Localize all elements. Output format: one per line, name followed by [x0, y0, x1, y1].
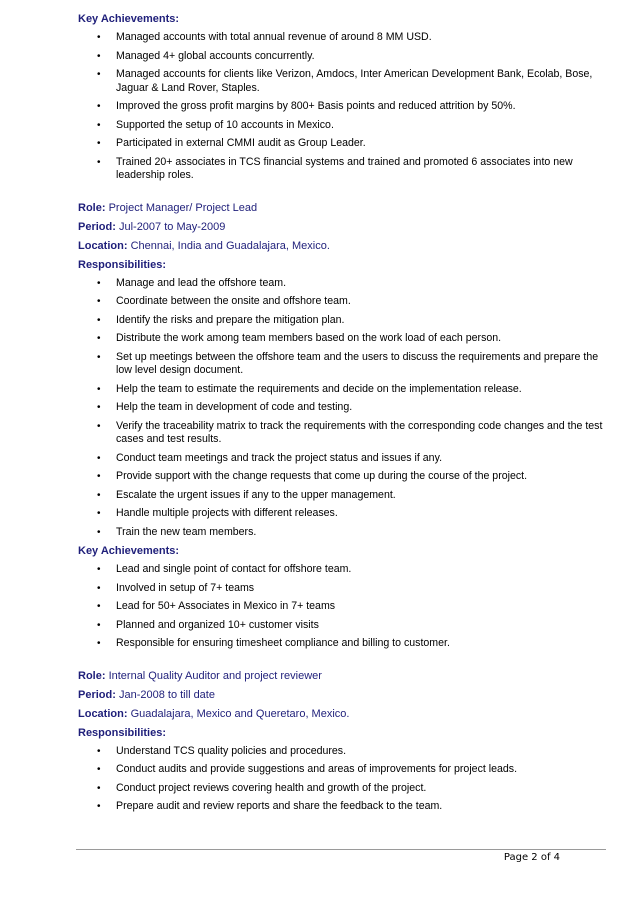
bullet-icon: •	[97, 508, 101, 519]
key-achievements-list	[78, 31, 608, 183]
list-item	[78, 295, 608, 309]
location-label: Location:	[78, 239, 128, 252]
list-item	[78, 383, 608, 397]
list-item-text: Trained 20+ associates in TCS financial systems and trained and promoted 6 associates into new leadership roles.	[116, 155, 573, 181]
bullet-icon: •	[97, 333, 101, 344]
bullet-icon: •	[97, 314, 101, 326]
bullet-icon: •	[97, 801, 101, 812]
bullet-icon: •	[97, 101, 101, 112]
bullet-icon: •	[97, 138, 101, 149]
bullet-icon: •	[97, 564, 101, 575]
list-item-text: Help the team to estimate the requirements and decide on the implementation release.	[116, 382, 522, 395]
responsibilities-heading: Responsibilities:	[78, 726, 167, 739]
list-item-text: Identify the risks and prepare the mitigation plan.	[116, 313, 345, 326]
page-content	[78, 12, 608, 819]
list-item	[78, 507, 608, 521]
list-item	[78, 452, 608, 466]
footer-divider	[76, 849, 606, 850]
list-item-text: Train the new team members.	[116, 525, 257, 538]
bullet-icon: •	[97, 745, 101, 757]
role-line	[78, 669, 608, 683]
role-label: Role:	[78, 201, 106, 214]
period-line	[78, 688, 608, 702]
list-item	[78, 782, 608, 796]
page-number: Page 2 of 4	[503, 852, 560, 863]
list-item-text: Handle multiple projects with different releases.	[116, 507, 338, 519]
bullet-icon: •	[97, 619, 101, 631]
bullet-icon: •	[97, 32, 101, 43]
list-item-text: Escalate the urgent issues if any to the upper management.	[116, 488, 396, 501]
period-label: Period:	[78, 688, 116, 701]
list-item-text: Distribute the work among team members based on the work load of each person.	[116, 332, 502, 344]
bullet-icon: •	[97, 582, 101, 594]
list-item-text: Provide support with the change requests that come up during the course of the project.	[116, 470, 528, 482]
list-item	[78, 489, 608, 503]
bullet-icon: •	[97, 601, 101, 612]
list-item-text: Conduct team meetings and track the project status and issues if any.	[116, 451, 443, 464]
bullet-icon: •	[97, 351, 101, 363]
bullet-icon: •	[97, 156, 101, 168]
bullet-icon: •	[97, 383, 101, 395]
key-achievements-heading: Key Achievements:	[78, 545, 180, 557]
bullet-icon: •	[97, 296, 101, 307]
list-item-text: Managed accounts for clients like Verizon, Amdocs, Inter American Development Bank, Ecolab, Bose, Jaguar & Land Rover, Staples.	[116, 68, 593, 94]
list-item	[78, 31, 608, 45]
list-item	[78, 582, 608, 596]
responsibilities-heading: Responsibilities:	[78, 258, 167, 271]
bullet-icon: •	[97, 420, 101, 432]
list-item	[78, 619, 608, 633]
list-item	[78, 745, 608, 759]
key-achievements-heading: Key Achievements:	[78, 13, 180, 25]
list-item	[78, 100, 608, 114]
bullet-icon: •	[97, 119, 101, 131]
list-item	[78, 314, 608, 328]
list-item-text: Participated in external CMMI audit as Group Leader.	[116, 137, 366, 149]
bullet-icon: •	[97, 526, 101, 538]
list-item	[78, 401, 608, 415]
list-item-text: Managed 4+ global accounts concurrently.	[116, 49, 315, 62]
list-item	[78, 137, 608, 151]
role-value: Project Manager/ Project Lead	[108, 201, 258, 214]
list-item-text: Lead and single point of contact for offshore team.	[116, 563, 352, 575]
period-line	[78, 220, 608, 234]
list-item-text: Verify the traceability matrix to track the requirements with the corresponding code changes and the test cases and test results.	[116, 419, 603, 445]
list-item	[78, 277, 608, 291]
location-label: Location:	[78, 707, 128, 720]
location-value: Chennai, India and Guadalajara, Mexico.	[130, 239, 330, 252]
list-item-text: Involved in setup of 7+ teams	[116, 581, 255, 594]
period-value: Jul-2007 to May-2009	[118, 220, 226, 233]
list-item-text: Supported the setup of 10 accounts in Mexico.	[116, 118, 334, 131]
list-item-text: Responsible for ensuring timesheet compliance and billing to customer.	[116, 637, 450, 649]
list-item	[78, 68, 608, 95]
list-item	[78, 763, 608, 777]
role-line	[78, 201, 608, 215]
location-line	[78, 239, 608, 253]
list-item	[78, 351, 608, 378]
role-label: Role:	[78, 669, 106, 682]
list-item	[78, 563, 608, 577]
list-item-text: Planned and organized 10+ customer visits	[116, 618, 319, 631]
location-value: Guadalajara, Mexico and Queretaro, Mexico.	[130, 707, 350, 720]
list-item-text: Help the team in development of code and testing.	[116, 401, 353, 413]
bullet-icon: •	[97, 277, 101, 289]
list-item-text: Lead for 50+ Associates in Mexico in 7+ teams	[116, 600, 336, 612]
bullet-icon: •	[97, 471, 101, 482]
list-item-text: Improved the gross profit margins by 800+ Basis points and reduced attrition by 50%.	[116, 100, 516, 112]
list-item	[78, 420, 608, 447]
bullet-icon: •	[97, 69, 101, 80]
list-item	[78, 156, 608, 183]
list-item	[78, 119, 608, 133]
bullet-icon: •	[97, 764, 101, 775]
key-achievements-list	[78, 563, 608, 651]
list-item	[78, 800, 608, 814]
bullet-icon: •	[97, 782, 101, 794]
responsibilities-list	[78, 745, 608, 814]
list-item	[78, 600, 608, 614]
list-item-text: Coordinate between the onsite and offshore team.	[116, 295, 351, 307]
responsibilities-list	[78, 277, 608, 540]
list-item-text: Conduct audits and provide suggestions and areas of improvements for project leads.	[116, 763, 518, 775]
list-item-text: Conduct project reviews covering health and growth of the project.	[116, 781, 427, 794]
list-item	[78, 50, 608, 64]
list-item-text: Manage and lead the offshore team.	[116, 276, 287, 289]
period-label: Period:	[78, 220, 116, 233]
location-line	[78, 707, 608, 721]
list-item-text: Managed accounts with total annual revenue of around 8 MM USD.	[116, 31, 432, 43]
bullet-icon: •	[97, 489, 101, 501]
list-item-text: Prepare audit and review reports and share the feedback to the team.	[116, 800, 443, 812]
bullet-icon: •	[97, 638, 101, 649]
list-item	[78, 637, 608, 651]
list-item-text: Set up meetings between the offshore team and the users to discuss the requirements and prepare the low level design document.	[116, 350, 599, 376]
role-value: Internal Quality Auditor and project reviewer	[108, 669, 322, 682]
bullet-icon: •	[97, 50, 101, 62]
list-item	[78, 526, 608, 540]
list-item-text: Understand TCS quality policies and procedures.	[116, 744, 347, 757]
bullet-icon: •	[97, 452, 101, 464]
list-item	[78, 470, 608, 484]
period-value: Jan-2008 to till date	[118, 688, 215, 701]
list-item	[78, 332, 608, 346]
bullet-icon: •	[97, 402, 101, 413]
